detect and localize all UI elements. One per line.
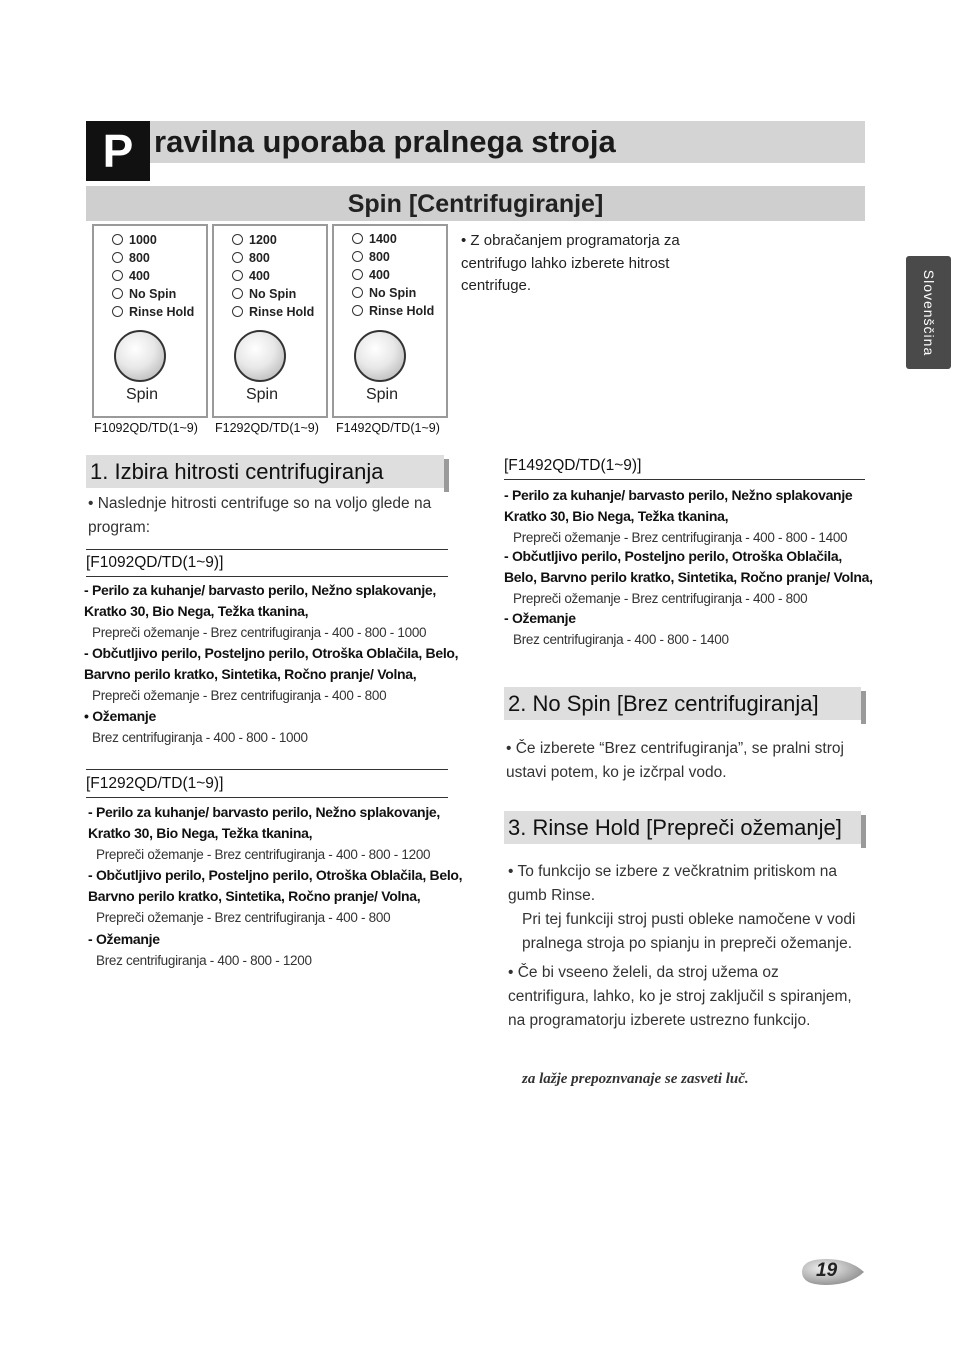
program-speeds: Prepreči ožemanje - Brez centrifugiranja - 400 - 800 <box>96 910 391 925</box>
section-banner: Spin [Centrifugiranje] <box>86 186 865 221</box>
program-entry <box>504 485 874 548</box>
indicator-icon <box>112 252 123 263</box>
divider <box>86 576 448 577</box>
page-title: ravilna uporaba pralnega stroja <box>154 124 616 159</box>
program-speeds: Prepreči ožemanje - Brez centrifugiranja - 400 - 800 <box>513 591 808 606</box>
program-group: - Perilo za kuhanje/ barvasto perilo, Nežno splakovanje, Kratko 30, Bio Nega, Težka tkanina, <box>84 582 436 619</box>
program-entry <box>88 929 468 971</box>
indicator-icon <box>352 251 363 262</box>
section-heading-3: 3. Rinse Hold [Prepreči ožemanje] <box>504 811 861 844</box>
divider <box>86 797 448 798</box>
spin-option: 800 <box>352 250 390 264</box>
spin-panel-f1292 <box>212 224 328 418</box>
program-entry <box>84 706 464 748</box>
spin-panel-f1092 <box>92 224 208 418</box>
divider <box>86 549 448 550</box>
program-speeds: Prepreči ožemanje - Brez centrifugiranja - 400 - 800 - 1000 <box>92 625 427 640</box>
indicator-icon <box>352 269 363 280</box>
model-heading-f1292: [F1292QD/TD(1~9)] <box>86 775 224 792</box>
program-group: - Ožemanje <box>88 931 160 947</box>
program-group: - Ožemanje <box>504 610 576 626</box>
indicator-icon <box>232 306 243 317</box>
spin-option: No Spin <box>352 286 416 300</box>
program-speeds: Brez centrifugiranja - 400 - 800 - 1200 <box>96 953 312 968</box>
program-entry <box>504 608 874 650</box>
indicator-icon <box>352 233 363 244</box>
panel-caption: F1092QD/TD(1~9) <box>94 421 198 435</box>
section2-text: • Če izberete “Brez centrifugiranja”, se pralni stroj ustavi potem, ko je izčrpal vodo. <box>506 740 844 781</box>
indicator-icon <box>232 288 243 299</box>
spin-option: 1400 <box>352 232 397 246</box>
spin-knob-icon <box>354 330 406 382</box>
language-tab <box>906 256 951 369</box>
spin-option: 1200 <box>232 233 277 247</box>
indicator-icon <box>232 234 243 245</box>
section3-text: Pri tej funkciji stroj pusti obleke namočene v vodi pralnega stroja po spianju in prepreči ožemanje. <box>522 911 856 952</box>
section-heading-1: 1. Izbira hitrosti centrifugiranja <box>86 455 444 488</box>
spin-option: Rinse Hold <box>112 305 194 319</box>
program-entry <box>504 546 874 609</box>
panel-caption: F1292QD/TD(1~9) <box>215 421 319 435</box>
program-group: - Občutljivo perilo, Posteljno perilo, Otroška Oblačila, Belo, Barvno perilo kratko, Sintetika, Ročno pranje/ Volna, <box>84 645 459 682</box>
program-speeds: Brez centrifugiranja - 400 - 800 - 1400 <box>513 632 729 647</box>
spin-option: 400 <box>112 269 150 283</box>
knob-label: Spin <box>365 386 399 403</box>
panel-caption: F1492QD/TD(1~9) <box>336 421 440 435</box>
title-initial: P <box>86 121 150 181</box>
program-speeds: Brez centrifugiranja - 400 - 800 - 1000 <box>92 730 308 745</box>
program-entry <box>84 643 464 706</box>
indicator-icon <box>112 234 123 245</box>
indicator-icon <box>112 306 123 317</box>
section1-text: • Naslednje hitrosti centrifuge so na voljo glede na program: <box>88 495 432 536</box>
model-heading-f1092: [F1092QD/TD(1~9)] <box>86 554 224 571</box>
program-group: • Ožemanje <box>84 708 156 724</box>
indicator-icon <box>232 270 243 281</box>
spin-option: 400 <box>352 268 390 282</box>
spin-option: 1000 <box>112 233 157 247</box>
intro-text: • Z obračanjem programatorja za centrifugo lahko izberete hitrost centrifuge. <box>461 232 680 294</box>
spin-panel-f1492 <box>332 224 448 418</box>
language-tab-label: Slovenščina <box>920 269 937 356</box>
indicator-icon <box>112 288 123 299</box>
spin-option: 800 <box>112 251 150 265</box>
spin-option: No Spin <box>232 287 296 301</box>
page-number: 19 <box>816 1260 838 1281</box>
knob-label: Spin <box>125 386 159 403</box>
program-entry <box>88 802 468 865</box>
program-speeds: Prepreči ožemanje - Brez centrifugiranja - 400 - 800 - 1400 <box>513 530 848 545</box>
program-group: - Občutljivo perilo, Posteljno perilo, Otroška Oblačila, Belo, Barvno perilo kratko, Sintetika, Ročno pranje/ Volna, <box>504 548 873 585</box>
program-entry <box>88 865 468 928</box>
program-group: - Perilo za kuhanje/ barvasto perilo, Nežno splakovanje Kratko 30, Bio Nega, Težka tkanina, <box>504 487 853 524</box>
note-text: za lažje prepoznvanaje se zasveti luč. <box>522 1071 749 1087</box>
program-speeds: Prepreči ožemanje - Brez centrifugiranja - 400 - 800 <box>92 688 387 703</box>
divider <box>504 479 865 480</box>
program-speeds: Prepreči ožemanje - Brez centrifugiranja - 400 - 800 - 1200 <box>96 847 431 862</box>
program-group: - Občutljivo perilo, Posteljno perilo, Otroška Oblačila, Belo, Barvno perilo kratko, Sintetika, Ročno pranje/ Volna, <box>88 867 463 904</box>
section-heading-2: 2. No Spin [Brez centrifugiranja] <box>504 687 861 720</box>
indicator-icon <box>352 305 363 316</box>
spin-option: Rinse Hold <box>352 304 434 318</box>
spin-option: 400 <box>232 269 270 283</box>
indicator-icon <box>232 252 243 263</box>
spin-knob-icon <box>234 330 286 382</box>
divider <box>86 769 448 770</box>
knob-label: Spin <box>245 386 279 403</box>
indicator-icon <box>352 287 363 298</box>
page-number-badge <box>800 1257 866 1287</box>
spin-option: No Spin <box>112 287 176 301</box>
program-entry <box>84 580 464 643</box>
model-heading-f1492: [F1492QD/TD(1~9)] <box>504 457 642 474</box>
section3-bullet: • To funkcijo se izbere z večkratnim pritiskom na gumb Rinse. <box>508 863 838 904</box>
spin-option: Rinse Hold <box>232 305 314 319</box>
spin-option: 800 <box>232 251 270 265</box>
program-group: - Perilo za kuhanje/ barvasto perilo, Nežno splakovanje, Kratko 30, Bio Nega, Težka tkanina, <box>88 804 440 841</box>
section3-bullet: • Če bi vseeno želeli, da stroj užema oz centrifigura, lahko, ko je stroj zaključil s spiranjem, na programatorju izberete ustrezno funkcijo. <box>508 964 852 1029</box>
indicator-icon <box>112 270 123 281</box>
spin-knob-icon <box>114 330 166 382</box>
